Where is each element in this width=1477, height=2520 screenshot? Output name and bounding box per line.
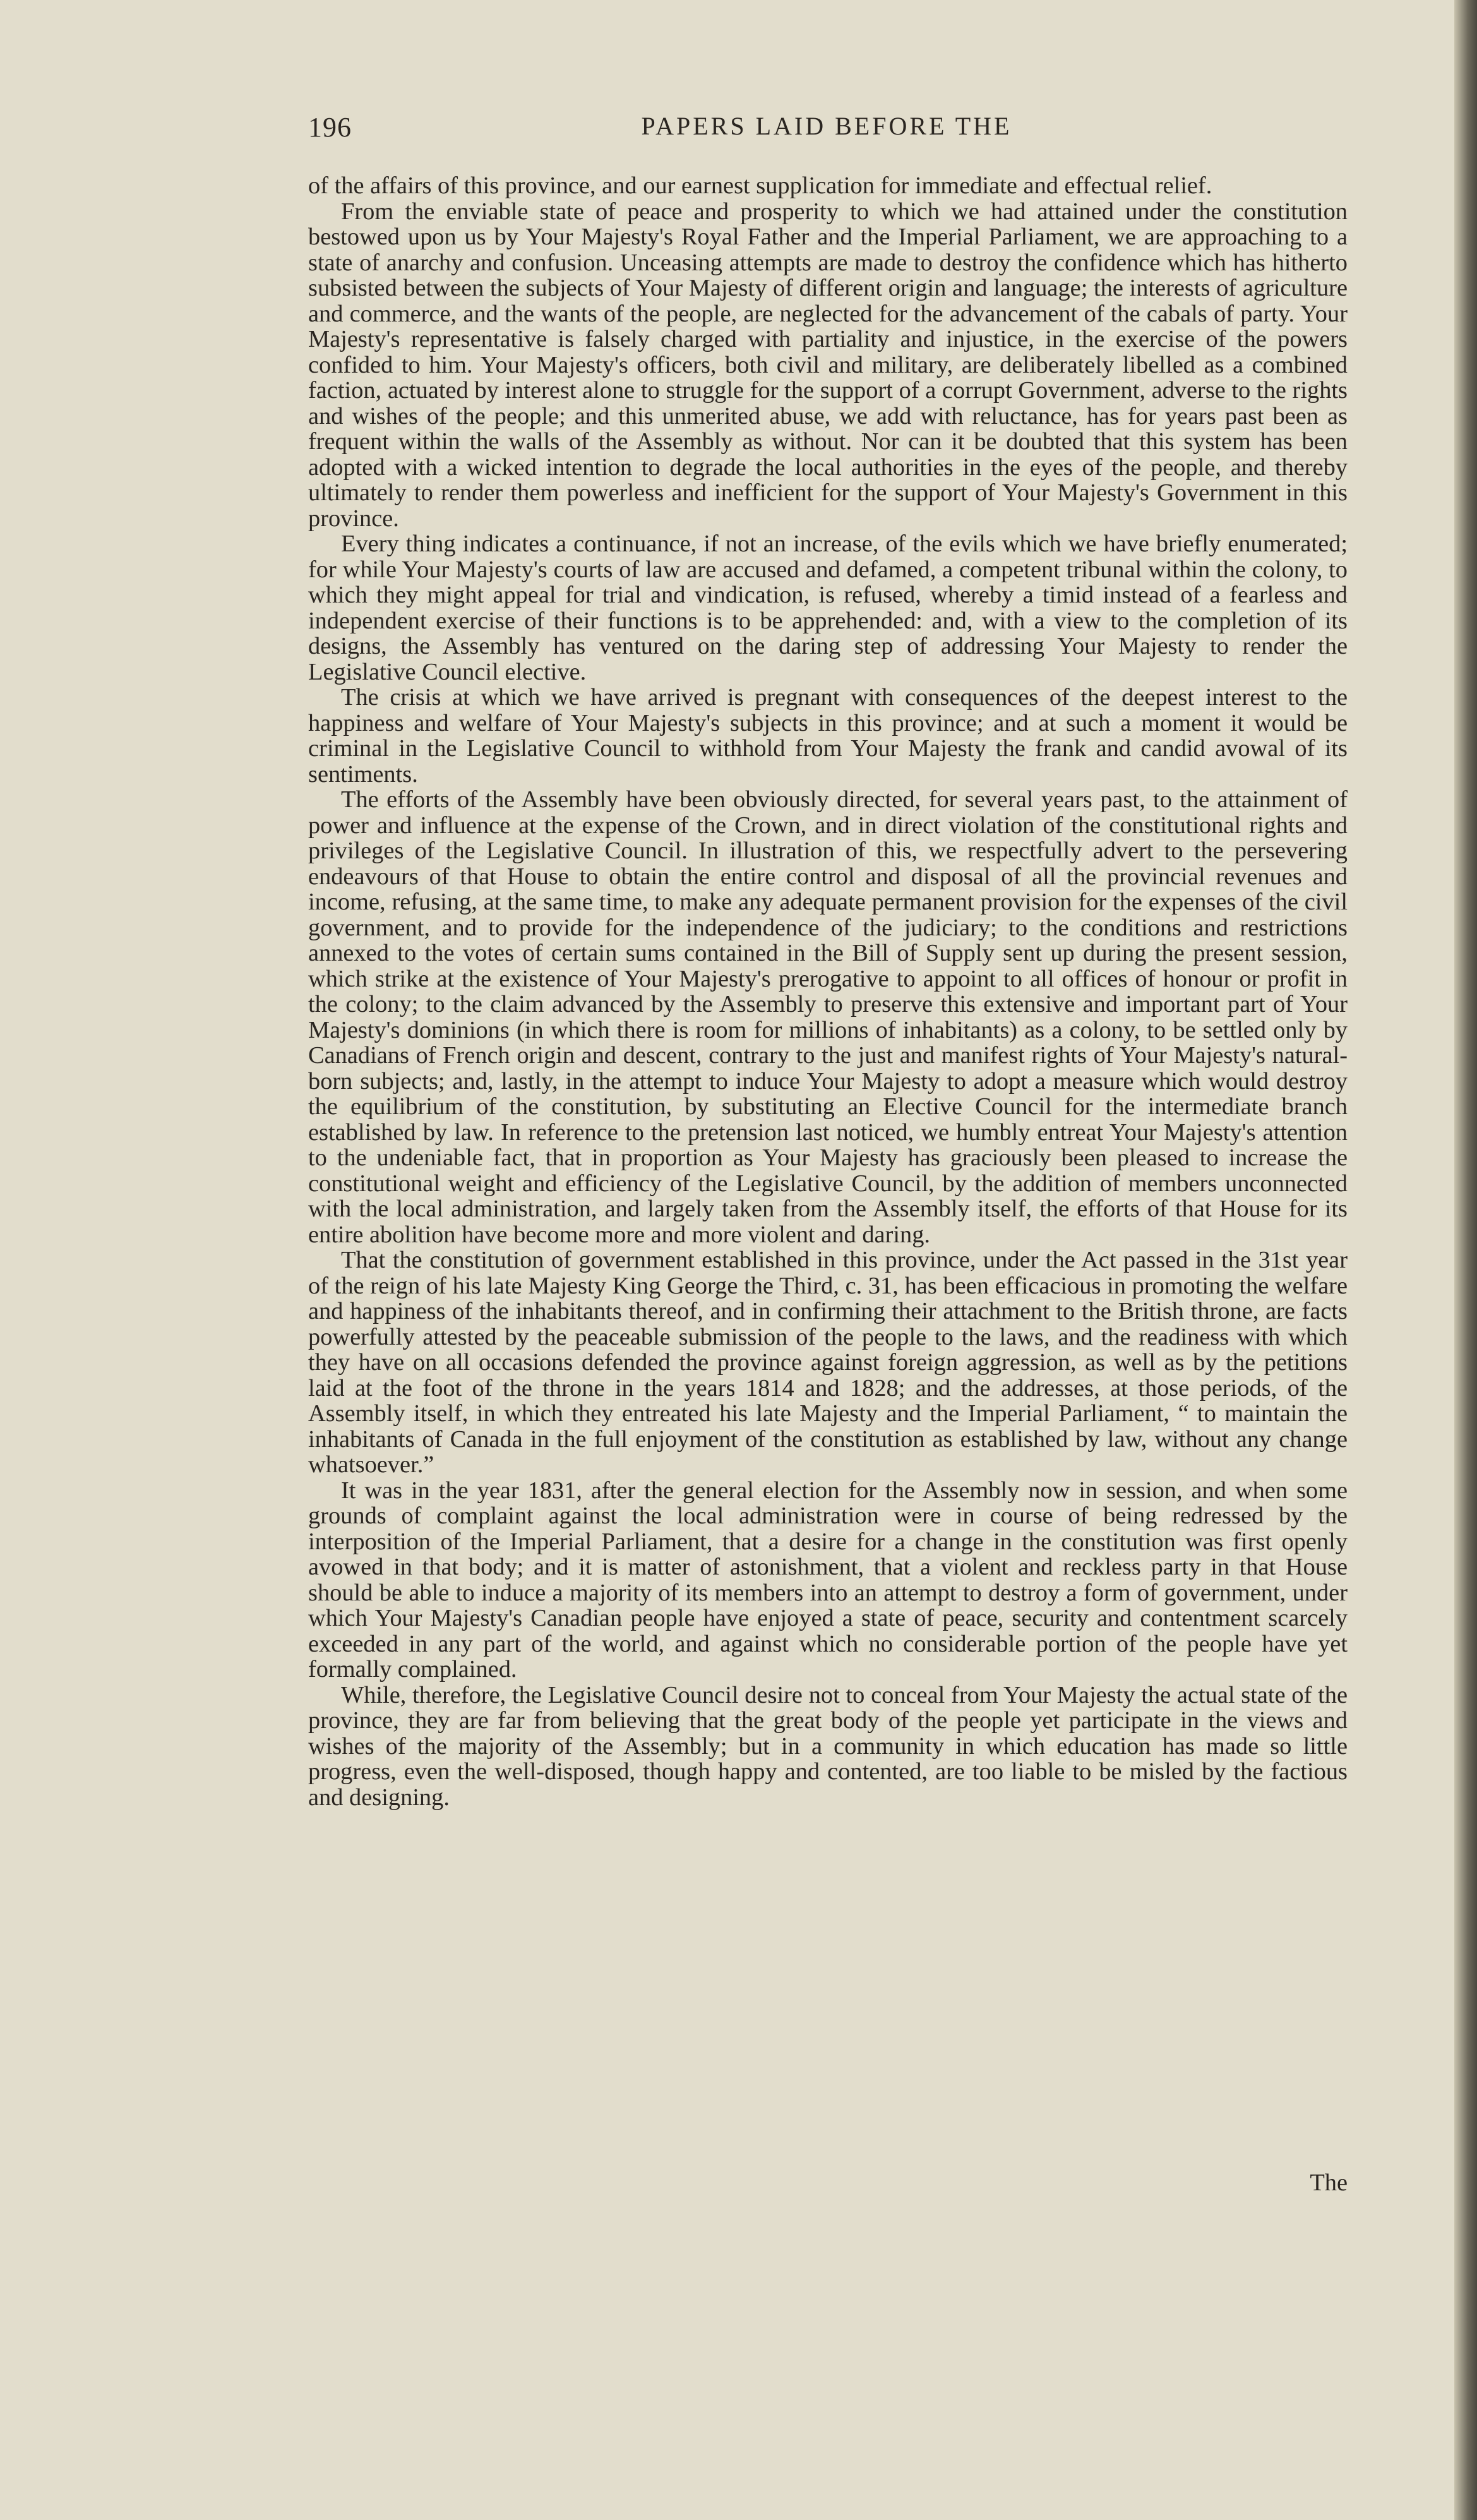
paragraph-1: of the affairs of this province, and our earnest supplication for immediate and effectual relief. (308, 172, 1212, 199)
running-head-title: PAPERS LAID BEFORE THE (641, 112, 1012, 140)
page-number: 196 (308, 112, 352, 143)
paragraph-8: While, therefore, the Legislative Council desire not to conceal from Your Majesty the actual state of the province, they are far from believing that the great body of the people yet participate in the views and wishes of the majority of the Assembly; but in a community in which education has made so little progress, even the well-disposed, though happy and contented, are too liable to be misled by the factious and designing. (308, 1681, 1348, 1811)
paragraph-5: The efforts of the Assembly have been obviously directed, for several years past, to the attainment of power and influence at the expense of the Crown, and in direct violation of the constitutional rights and privileges of the Legislative Council. In illustration of this, we respectfully advert to the persevering endeavours of that House to obtain the entire control and disposal of all the provincial revenues and income, refusing, at the same time, to make any adequate permanent provision for the expenses of the civil government, and to provide for the independence of the judiciary; to the conditions and restrictions annexed to the votes of certain sums contained in the Bill of Supply sent up during the present session, which strike at the existence of Your Majesty's prerogative to appoint to all offices of honour or profit in the colony; to the claim advanced by the Assembly to preserve this extensive and important part of Your Majesty's dominions (in which there is room for millions of inhabitants) as a colony, to be settled only by Canadians of French origin and descent, contrary to the just and manifest rights of Your Majesty's natural-born subjects; and, lastly, in the attempt to induce Your Majesty to adopt a measure which would destroy the equilibrium of the constitution, by substituting an Elective Council for the intermediate branch established by law. In reference to the pretension last noticed, we humbly entreat Your Majesty's attention to the undeniable fact, that in proportion as Your Majesty has graciously been pleased to increase the constitutional weight and efficiency of the Legislative Council, by the addition of members unconnected with the local administration, and largely taken from the Assembly itself, the efforts of that House for its entire abolition have become more and more violent and daring. (308, 786, 1348, 1248)
running-head (308, 111, 1345, 149)
catchword: The (1310, 2169, 1348, 2196)
paragraph-3: Every thing indicates a continuance, if not an increase, of the evils which we have briefly enumerated; for while Your Majesty's courts of law are accused and defamed, a competent tribunal within the colony, to which they might appeal for trial and vindication, is refused, whereby a timid instead of a fearless and independent exercise of their functions is to be apprehended: and, with a view to the completion of its designs, the Assembly has ventured on the daring step of addressing Your Majesty to render the Legislative Council elective. (308, 531, 1348, 685)
page-edge-shadow (1454, 0, 1477, 2520)
paragraph-6: That the constitution of government established in this province, under the Act passed in the 31st year of the reign of his late Majesty King George the Third, c. 31, has been efficacious in promoting the welfare and happiness of the inhabitants thereof, and in confirming their attachment to the British throne, are facts powerfully attested by the peaceable submission of the people to the laws, and the readiness with which they have on all occasions defended the province against foreign aggression, as well as by the petitions laid at the foot of the throne in the years 1814 and 1828; and the addresses, at those periods, of the Assembly itself, in which they entreated his late Majesty and the Imperial Parliament, “ to maintain the inhabitants of Canada in the full enjoyment of the constitution as established by law, without any change whatsoever.” (308, 1247, 1348, 1478)
paragraph-7: It was in the year 1831, after the general election for the Assembly now in session, and when some grounds of complaint against the local administration were in course of being redressed by the interposition of the Imperial Parliament, that a desire for a change in the constitution was first openly avowed in that body; and it is matter of astonishment, that a violent and reckless party in that House should be able to induce a majority of its members into an attempt to destroy a form of government, under which Your Majesty's Canadian people have enjoyed a state of peace, security and contentment scarcely exceeded in any part of the world, and against which no considerable portion of the people have yet formally complained. (308, 1477, 1348, 1683)
paragraph-2: From the enviable state of peace and prosperity to which we had attained under the constitution bestowed upon us by Your Majesty's Royal Father and the Imperial Parliament, we are approaching to a state of anarchy and confusion. Unceasing attempts are made to destroy the confidence which has hitherto subsisted between the subjects of Your Majesty of different origin and language; the interests of agriculture and commerce, and the wants of the people, are neglected for the advancement of the cabals of party. Your Majesty's representative is falsely charged with partiality and injustice, in the exercise of the powers confided to him. Your Majesty's officers, both civil and military, are deliberately libelled as a combined faction, actuated by interest alone to struggle for the support of a corrupt Government, adverse to the rights and wishes of the people; and this unmerited abuse, we add with reluctance, has for years past been as frequent within the walls of the Assembly as without. Nor can it be doubted that this system has been adopted with a wicked intention to degrade the local authorities in the eyes of the people, and thereby ultimately to render them powerless and inefficient for the support of Your Majesty's Government in this province. (308, 198, 1348, 532)
paragraph-4: The crisis at which we have arrived is pregnant with consequences of the deepest interest to the happiness and welfare of Your Majesty's subjects in this province; and at such a moment it would be criminal in the Legislative Council to withhold from Your Majesty the frank and candid avowal of its sentiments. (308, 684, 1348, 788)
body-text (308, 173, 1348, 1810)
